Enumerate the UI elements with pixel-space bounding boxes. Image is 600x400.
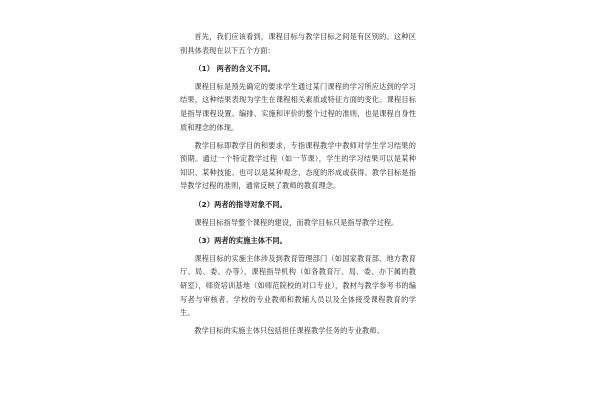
paragraph-course-goal-definition: 课程目标是预先确定的要求学生通过某门课程的学习所应达到的学习结果，这种结果表现为学生在课程相关素质或特征方面的变化。课程目标是指导课程设置、编排、实施和评价的整个过程的准则，也是课程自身性质和理念的体现。 (180, 81, 416, 132)
heading-implementation-subject: （3）两者的实施主体不同。 (194, 235, 287, 245)
paragraph-teaching-goal-subjects: 教学目标的实施主体只包括担任课程教学任务的专业教师、 (194, 326, 384, 336)
paragraph-course-goal-subjects: 课程目标的实施主体涉及到教育管理部门（如国家教育部、地方教育厅、局、委、办等），课程指导机构（如各教育厅、局、委、办下属的教研室），师资培训基地（如师范院校的对口专业），教材与教学参考书的编写者与审核者、学校的专业教师和教辅人员以及全体接受课程教育的学生。 (180, 253, 416, 318)
heading-meaning: （1） 两者的含义不同。 (194, 63, 275, 73)
heading-guidance-object: （2）两者的指导对象不同。 (194, 199, 287, 209)
paragraph-intro: 首先，我们应该看到，课程目标与教学目标之间是有区别的。这种区别具体表现在以下五个方面： (180, 32, 416, 55)
document-page (180, 30, 416, 338)
paragraph-teaching-goal-definition: 教学目标即教学目的和要求，专指课程教学中教师对学生学习结果的预期。通过一个特定教学过程（如一节课），学生的学习结果可以是某种知识、某种技能、也可以是某种观念、态度的形成或获得。教学目标是指导教学过程的准则，通常反映了教师的教育理念。 (180, 140, 416, 191)
paragraph-guidance-object: 课程目标指导整个课程的建设，而教学目标只是指导教学过程。 (194, 217, 399, 227)
